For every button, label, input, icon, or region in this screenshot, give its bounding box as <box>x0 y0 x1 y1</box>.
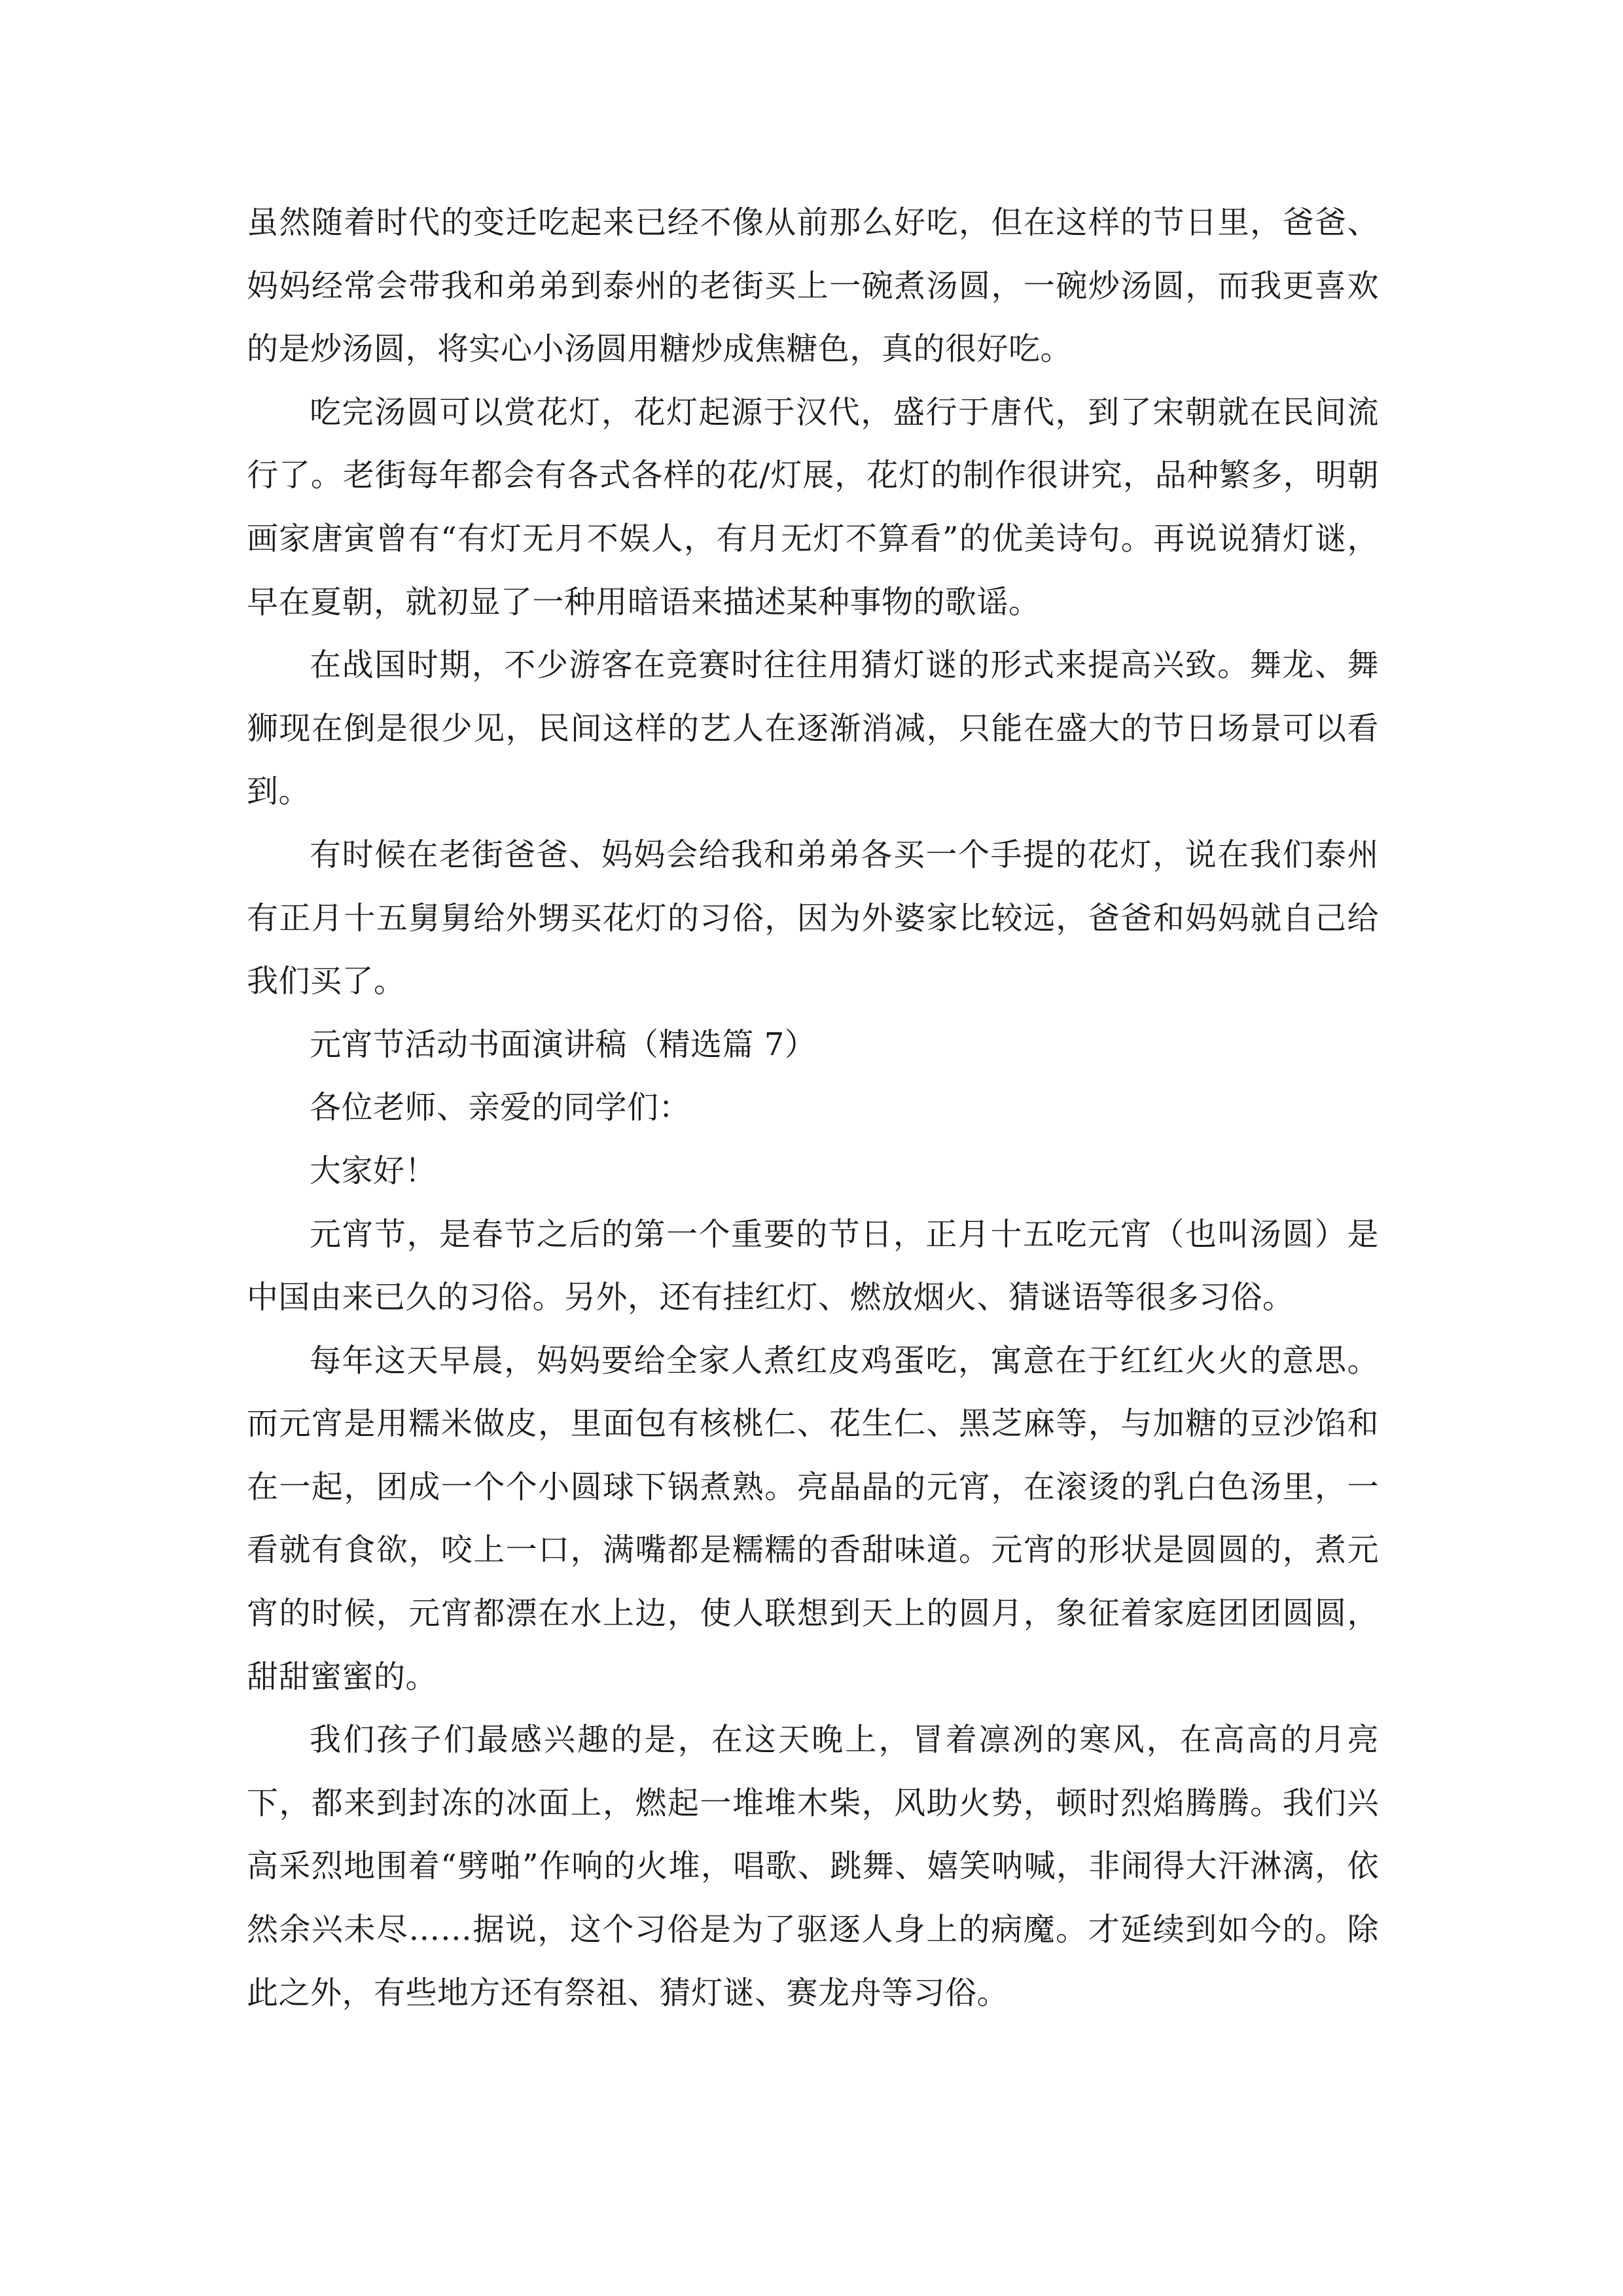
salutation: 各位老师、亲爱的同学们： <box>310 1089 691 1126</box>
paragraph-7: 我们孩子们最感兴趣的是，在这天晚上，冒着凛冽的寒风，在高高的月亮下，都来到封冻的冰面上，燃起一堆堆木柴，风助火势，顿时烈焰腾腾。我们兴高采烈地围着“劈啪”作响的火堆，唱歌、跳舞、嬉笑呐喊，非闹得大汗淋漓，依然余兴未尽……据说，这个习俗是为了驱逐人身上的病魔。才延续到如今的。除此之外，有些地方还有祭祖、猜灯谜、赛龙舟等习俗。 <box>247 1721 1379 2011</box>
paragraph-6: 每年这天早晨，妈妈要给全家人煮红皮鸡蛋吃，寓意在于红红火火的意思。而元宵是用糯米做皮，里面包有核桃仁、花生仁、黑芝麻等，与加糖的豆沙馅和在一起，团成一个个小圆球下锅煮熟。亮晶晶的元宵，在滚烫的乳白色汤里，一看就有食欲，咬上一口，满嘴都是糯糯的香甜味道。元宵的形状是圆圆的，煮元宵的时候，元宵都漂在水上边，使人联想到天上的圆月，象征着家庭团团圆圆，甜甜蜜蜜的。 <box>247 1342 1379 1695</box>
section-heading: 元宵节活动书面演讲稿（精选篇 7） <box>310 1026 817 1063</box>
greeting: 大家好！ <box>310 1152 437 1189</box>
paragraph-4: 有时候在老街爸爸、妈妈会给我和弟弟各买一个手提的花灯，说在我们泰州有正月十五舅舅给外甥买花灯的习俗，因为外婆家比较远，爸爸和妈妈就自己给我们买了。 <box>247 836 1379 1000</box>
paragraph-2: 吃完汤圆可以赏花灯，花灯起源于汉代，盛行于唐代，到了宋朝就在民间流行了。老街每年都会有各式各样的花/灯展，花灯的制作很讲究，品种繁多，明朝画家唐寅曾有“有灯无月不娱人，有月无灯不算看”的优美诗句。再说说猜灯谜，早在夏朝，就初显了一种用暗语来描述某种事物的歌谣。 <box>247 393 1379 620</box>
paragraph-1: 虽然随着时代的变迁吃起来已经不像从前那么好吃，但在这样的节日里，爸爸、妈妈经常会带我和弟弟到泰州的老街买上一碗煮汤圆，一碗炒汤圆，而我更喜欢的是炒汤圆，将实心小汤圆用糖炒成焦糖色，真的很好吃。 <box>247 204 1379 368</box>
paragraph-5: 元宵节，是春节之后的第一个重要的节日，正月十五吃元宵（也叫汤圆）是中国由来已久的习俗。另外，还有挂红灯、燃放烟火、猜谜语等很多习俗。 <box>247 1215 1379 1316</box>
paragraph-3: 在战国时期，不少游客在竞赛时往往用猜灯谜的形式来提高兴致。舞龙、舞狮现在倒是很少见，民间这样的艺人在逐渐消减，只能在盛大的节日场景可以看到。 <box>247 647 1379 810</box>
document-body <box>247 191 1379 2024</box>
